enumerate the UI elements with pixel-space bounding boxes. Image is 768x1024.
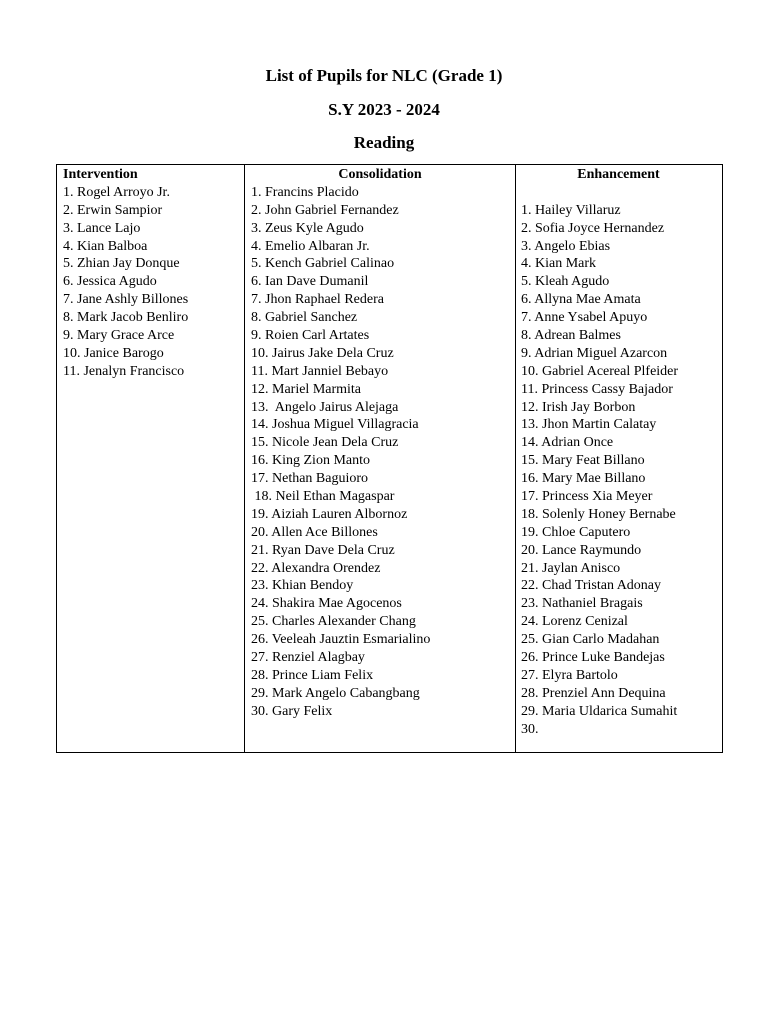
pupil-list-item: 5. Zhian Jay Donque xyxy=(63,256,180,272)
enhancement-column xyxy=(515,165,722,752)
column-header-consolidation: Consolidation xyxy=(338,167,422,182)
pupil-list-item: 9. Roien Carl Artates xyxy=(251,328,370,344)
pupil-list-item: 13. Jhon Martin Calatay xyxy=(521,417,657,433)
pupil-list-item: 17. Princess Xia Meyer xyxy=(521,489,653,505)
pupil-list-item: 5. Kench Gabriel Calinao xyxy=(251,256,395,272)
pupil-list-item: 25. Gian Carlo Madahan xyxy=(521,632,660,648)
pupil-list-item: 26. Veeleah Jauztin Esmarialino xyxy=(251,632,431,648)
pupil-list-item: 11. Princess Cassy Bajador xyxy=(521,381,673,397)
pupil-list-item: 12. Irish Jay Borbon xyxy=(521,399,636,415)
pupil-list-item: 14. Adrian Once xyxy=(521,435,614,451)
pupil-list-item: 3. Zeus Kyle Agudo xyxy=(251,220,364,236)
pupil-list-item: 27. Elyra Bartolo xyxy=(521,667,618,683)
pupil-list-item: 17. Nethan Baguioro xyxy=(251,471,369,487)
pupil-list-item: 1. Rogel Arroyo Jr. xyxy=(63,184,170,200)
pupil-list-item: 4. Kian Balboa xyxy=(63,238,148,254)
pupil-list-item: 20. Allen Ace Billones xyxy=(251,524,378,540)
pupil-list-item: 9. Mary Grace Arce xyxy=(63,328,175,344)
pupil-list-item: 21. Ryan Dave Dela Cruz xyxy=(251,542,395,558)
pupil-list-item: 18. Neil Ethan Magaspar xyxy=(251,489,395,505)
pupil-list-item: 6. Jessica Agudo xyxy=(63,274,157,290)
pupil-list-item: 2. John Gabriel Fernandez xyxy=(251,202,399,218)
pupil-list-item: 2. Sofia Joyce Hernandez xyxy=(521,220,665,236)
pupil-list-intervention xyxy=(63,184,244,381)
pupil-list-item: 6. Ian Dave Dumanil xyxy=(251,274,369,290)
column-header-intervention: Intervention xyxy=(63,167,138,182)
pupil-list-item: 10. Janice Barogo xyxy=(63,345,164,361)
pupil-list-item: 24. Shakira Mae Agocenos xyxy=(251,596,402,612)
pupil-list-item: 19. Aiziah Lauren Albornoz xyxy=(251,506,408,522)
school-year: S.Y 2023 - 2024 xyxy=(328,100,440,119)
column-header-enhancement: Enhancement xyxy=(577,167,660,182)
pupil-list-item: 16. Mary Mae Billano xyxy=(521,471,646,487)
pupil-list-item: 23. Khian Bendoy xyxy=(251,578,354,594)
pupil-list-item: 4. Kian Mark xyxy=(521,256,597,272)
pupil-list-item: 7. Anne Ysabel Apuyo xyxy=(521,310,648,326)
pupil-list-item: 6. Allyna Mae Amata xyxy=(521,292,641,308)
blank-row xyxy=(521,184,722,202)
pupil-list-item: 22. Alexandra Orendez xyxy=(251,560,381,576)
page-title: List of Pupils for NLC (Grade 1) xyxy=(265,66,503,85)
pupil-list-item: 13. Angelo Jairus Alejaga xyxy=(251,399,399,415)
pupil-list-item: 11. Mart Janniel Bebayo xyxy=(251,363,389,379)
pupil-list-item: 1. Francins Placido xyxy=(251,184,359,200)
pupil-list-item: 22. Chad Tristan Adonay xyxy=(521,578,662,594)
pupil-list-item: 2. Erwin Sampior xyxy=(63,202,163,218)
pupil-list-item: 11. Jenalyn Francisco xyxy=(63,363,185,379)
consolidation-column xyxy=(244,165,515,752)
subject-heading: Reading xyxy=(353,133,415,152)
pupil-list-item: 28. Prince Liam Felix xyxy=(251,667,374,683)
pupil-list-item: 19. Chloe Caputero xyxy=(521,524,631,540)
pupil-list-item: 25. Charles Alexander Chang xyxy=(251,614,416,630)
pupil-list-item: 20. Lance Raymundo xyxy=(521,542,642,558)
pupil-list-item: 16. King Zion Manto xyxy=(251,453,370,469)
pupil-list-item: 29. Mark Angelo Cabangbang xyxy=(251,685,420,701)
pupil-list-item: 3. Lance Lajo xyxy=(63,220,141,236)
pupil-table xyxy=(56,164,723,753)
pupil-list-item: 23. Nathaniel Bragais xyxy=(521,596,643,612)
pupil-list-item: 15. Nicole Jean Dela Cruz xyxy=(251,435,399,451)
pupil-list-item: 8. Adrean Balmes xyxy=(521,328,621,344)
pupil-list-item: 12. Mariel Marmita xyxy=(251,381,362,397)
pupil-list-item: 3. Angelo Ebias xyxy=(521,238,611,254)
pupil-list-item: 18. Solenly Honey Bernabe xyxy=(521,506,676,522)
pupil-list-item: 10. Gabriel Acereal Plfeider xyxy=(521,363,679,379)
pupil-list-item: 1. Hailey Villaruz xyxy=(521,202,621,218)
intervention-column xyxy=(57,165,244,752)
pupil-list-item: 30. Gary Felix xyxy=(251,703,333,719)
pupil-list-item: 7. Jhon Raphael Redera xyxy=(251,292,384,308)
pupil-list-item: 4. Emelio Albaran Jr. xyxy=(251,238,370,254)
pupil-list-item: 10. Jairus Jake Dela Cruz xyxy=(251,345,394,361)
pupil-list-item: 30. xyxy=(521,721,539,737)
pupil-list-item: 24. Lorenz Cenizal xyxy=(521,614,628,630)
pupil-list-item: 9. Adrian Miguel Azarcon xyxy=(521,345,668,361)
pupil-list-item: 8. Gabriel Sanchez xyxy=(251,310,358,326)
pupil-list-item: 5. Kleah Agudo xyxy=(521,274,610,290)
pupil-list-item: 27. Renziel Alagbay xyxy=(251,650,365,666)
pupil-list-item: 7. Jane Ashly Billones xyxy=(63,292,189,308)
pupil-list-item: 21. Jaylan Anisco xyxy=(521,560,621,576)
pupil-list-item: 14. Joshua Miguel Villagracia xyxy=(251,417,419,433)
pupil-list-consolidation xyxy=(251,184,515,721)
pupil-list-enhancement xyxy=(521,184,722,739)
pupil-list-item: 8. Mark Jacob Benliro xyxy=(63,310,189,326)
pupil-list-item: 28. Prenziel Ann Dequina xyxy=(521,685,666,701)
pupil-list-item: 26. Prince Luke Bandejas xyxy=(521,650,665,666)
pupil-list-item: 29. Maria Uldarica Sumahit xyxy=(521,703,678,719)
pupil-list-item: 15. Mary Feat Billano xyxy=(521,453,645,469)
